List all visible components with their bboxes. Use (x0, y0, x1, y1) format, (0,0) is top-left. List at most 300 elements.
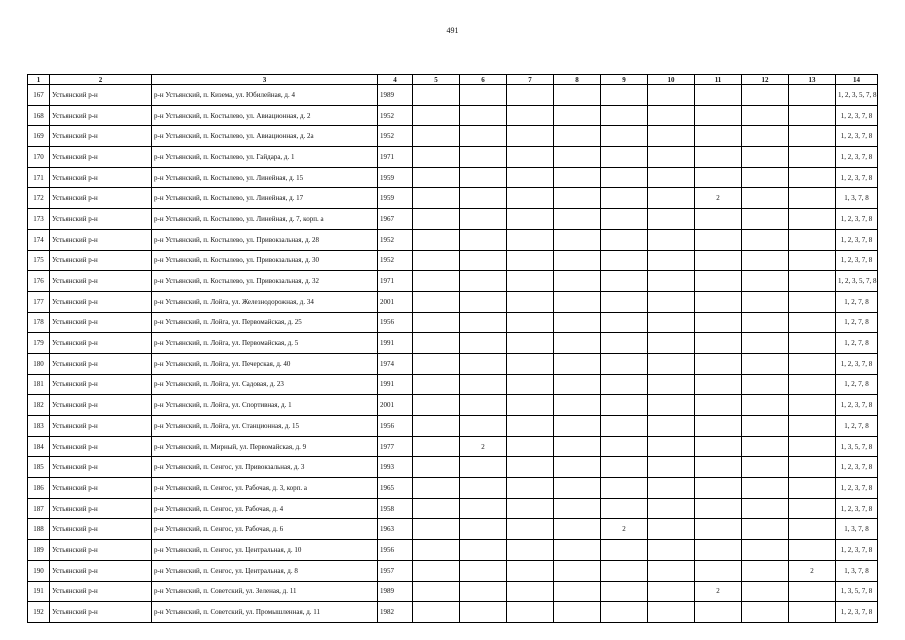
address-cell: р-н Устьянский, п. Мирный, ул. Первомайская, д. 9 (152, 436, 378, 457)
col6-cell (460, 188, 507, 209)
col9-cell (601, 498, 648, 519)
col14-cell: 1, 2, 3, 5, 7, 8 (836, 271, 878, 292)
col12-cell (742, 436, 789, 457)
col12-cell (742, 250, 789, 271)
col10-cell (648, 333, 695, 354)
col14-cell: 1, 2, 3, 7, 8 (836, 105, 878, 126)
col8-cell (554, 416, 601, 437)
table-row (28, 250, 878, 271)
col7-cell (507, 250, 554, 271)
year-cell: 1952 (378, 229, 413, 250)
col14-cell: 1, 2, 3, 7, 8 (836, 602, 878, 623)
col9-cell (601, 602, 648, 623)
col10-cell (648, 229, 695, 250)
col10-cell (648, 602, 695, 623)
col7-cell (507, 498, 554, 519)
table-row (28, 353, 878, 374)
table-row (28, 312, 878, 333)
col11-cell (695, 126, 742, 147)
address-cell: р-н Устьянский, п. Костылево, ул. Привокзальная, д. 28 (152, 229, 378, 250)
col10-cell (648, 436, 695, 457)
col7-cell (507, 105, 554, 126)
col7-cell (507, 271, 554, 292)
address-cell: р-н Устьянский, п. Костылево, ул. Авиационная, д. 2 (152, 105, 378, 126)
col7-cell (507, 395, 554, 416)
col5-cell (413, 250, 460, 271)
col11-cell (695, 312, 742, 333)
district-cell: Устьянский р-н (50, 209, 152, 230)
col13-cell (789, 229, 836, 250)
col6-cell (460, 229, 507, 250)
col5-cell (413, 333, 460, 354)
column-header-14: 14 (836, 75, 878, 85)
col5-cell (413, 167, 460, 188)
col7-cell (507, 519, 554, 540)
address-cell: р-н Устьянский, п. Лойга, ул. Печерская, д. 40 (152, 353, 378, 374)
col10-cell (648, 416, 695, 437)
column-header-3: 3 (152, 75, 378, 85)
address-cell: р-н Устьянский, п. Лойга, ул. Железнодорожная, д. 34 (152, 291, 378, 312)
col13-cell (789, 374, 836, 395)
col12-cell (742, 560, 789, 581)
row-number: 185 (28, 457, 50, 478)
col13-cell (789, 602, 836, 623)
col12-cell (742, 581, 789, 602)
col14-cell: 1, 2, 7, 8 (836, 333, 878, 354)
col10-cell (648, 85, 695, 106)
column-header-5: 5 (413, 75, 460, 85)
year-cell: 1974 (378, 353, 413, 374)
col12-cell (742, 478, 789, 499)
col14-cell: 1, 2, 3, 7, 8 (836, 353, 878, 374)
col13-cell (789, 478, 836, 499)
col6-cell (460, 602, 507, 623)
col11-cell (695, 436, 742, 457)
row-number: 190 (28, 560, 50, 581)
year-cell: 1959 (378, 188, 413, 209)
col13-cell (789, 85, 836, 106)
col7-cell (507, 540, 554, 561)
table-row (28, 105, 878, 126)
col8-cell (554, 105, 601, 126)
col12-cell (742, 209, 789, 230)
year-cell: 1958 (378, 498, 413, 519)
col7-cell (507, 478, 554, 499)
col13-cell (789, 209, 836, 230)
registry-table (27, 74, 878, 623)
col11-cell (695, 395, 742, 416)
col6-cell (460, 312, 507, 333)
col12-cell (742, 519, 789, 540)
col10-cell (648, 560, 695, 581)
col10-cell (648, 167, 695, 188)
col10-cell (648, 312, 695, 333)
col9-cell (601, 188, 648, 209)
col10-cell (648, 498, 695, 519)
col6-cell (460, 457, 507, 478)
col8-cell (554, 126, 601, 147)
district-cell: Устьянский р-н (50, 105, 152, 126)
col14-cell: 1, 2, 3, 7, 8 (836, 395, 878, 416)
address-cell: р-н Устьянский, п. Лойга, ул. Первомайская, д. 5 (152, 333, 378, 354)
col6-cell (460, 416, 507, 437)
col5-cell (413, 85, 460, 106)
col7-cell (507, 85, 554, 106)
col8-cell (554, 333, 601, 354)
col11-cell: 2 (695, 188, 742, 209)
col11-cell (695, 229, 742, 250)
district-cell: Устьянский р-н (50, 250, 152, 271)
col11-cell (695, 147, 742, 168)
col7-cell (507, 147, 554, 168)
table-row (28, 147, 878, 168)
table-row (28, 85, 878, 106)
col7-cell (507, 560, 554, 581)
table-row (28, 188, 878, 209)
year-cell: 1971 (378, 147, 413, 168)
col7-cell (507, 312, 554, 333)
col7-cell (507, 209, 554, 230)
col5-cell (413, 271, 460, 292)
col12-cell (742, 353, 789, 374)
col8-cell (554, 374, 601, 395)
year-cell: 1956 (378, 312, 413, 333)
address-cell: р-н Устьянский, п. Советский, ул. Промышленная, д. 11 (152, 602, 378, 623)
year-cell: 1977 (378, 436, 413, 457)
col13-cell (789, 250, 836, 271)
col9-cell (601, 229, 648, 250)
col8-cell (554, 395, 601, 416)
row-number: 173 (28, 209, 50, 230)
col10-cell (648, 519, 695, 540)
table-row (28, 602, 878, 623)
col8-cell (554, 436, 601, 457)
col11-cell (695, 250, 742, 271)
col8-cell (554, 560, 601, 581)
year-cell: 1952 (378, 250, 413, 271)
col8-cell (554, 519, 601, 540)
district-cell: Устьянский р-н (50, 395, 152, 416)
row-number: 187 (28, 498, 50, 519)
col5-cell (413, 126, 460, 147)
col6-cell (460, 333, 507, 354)
col14-cell: 1, 2, 3, 7, 8 (836, 250, 878, 271)
row-number: 179 (28, 333, 50, 354)
col12-cell (742, 498, 789, 519)
col14-cell: 1, 2, 7, 8 (836, 416, 878, 437)
col6-cell (460, 250, 507, 271)
col9-cell (601, 126, 648, 147)
district-cell: Устьянский р-н (50, 188, 152, 209)
col10-cell (648, 105, 695, 126)
col5-cell (413, 581, 460, 602)
table-row (28, 291, 878, 312)
col6-cell (460, 478, 507, 499)
district-cell: Устьянский р-н (50, 540, 152, 561)
district-cell: Устьянский р-н (50, 271, 152, 292)
table-row (28, 374, 878, 395)
col8-cell (554, 167, 601, 188)
district-cell: Устьянский р-н (50, 312, 152, 333)
col13-cell (789, 395, 836, 416)
column-header-2: 2 (50, 75, 152, 85)
col12-cell (742, 312, 789, 333)
col7-cell (507, 188, 554, 209)
col13-cell (789, 147, 836, 168)
col11-cell (695, 374, 742, 395)
col10-cell (648, 374, 695, 395)
table-row (28, 126, 878, 147)
address-cell: р-н Устьянский, п. Костылево, ул. Привокзальная, д. 30 (152, 250, 378, 271)
address-cell: р-н Устьянский, п. Лойга, ул. Садовая, д. 23 (152, 374, 378, 395)
col8-cell (554, 291, 601, 312)
col12-cell (742, 188, 789, 209)
col6-cell (460, 271, 507, 292)
table-row (28, 478, 878, 499)
col8-cell (554, 188, 601, 209)
page-number: 491 (446, 26, 459, 35)
address-cell: р-н Устьянский, п. Советский, ул. Зеленая, д. 11 (152, 581, 378, 602)
col8-cell (554, 209, 601, 230)
col10-cell (648, 126, 695, 147)
address-cell: р-н Устьянский, п. Костылево, ул. Авиационная, д. 2а (152, 126, 378, 147)
column-header-6: 6 (460, 75, 507, 85)
year-cell: 1957 (378, 560, 413, 581)
col9-cell: 2 (601, 519, 648, 540)
col14-cell: 1, 2, 3, 7, 8 (836, 457, 878, 478)
year-cell: 1956 (378, 416, 413, 437)
col13-cell (789, 105, 836, 126)
col11-cell (695, 457, 742, 478)
col13-cell (789, 416, 836, 437)
address-cell: р-н Устьянский, п. Сенгос, ул. Рабочая, д. 6 (152, 519, 378, 540)
col5-cell (413, 147, 460, 168)
col6-cell (460, 581, 507, 602)
table-row (28, 457, 878, 478)
col12-cell (742, 229, 789, 250)
col7-cell (507, 581, 554, 602)
year-cell: 1952 (378, 126, 413, 147)
col9-cell (601, 540, 648, 561)
col13-cell: 2 (789, 560, 836, 581)
col11-cell (695, 105, 742, 126)
row-number: 170 (28, 147, 50, 168)
row-number: 169 (28, 126, 50, 147)
col14-cell: 1, 3, 5, 7, 8 (836, 436, 878, 457)
table-row (28, 271, 878, 292)
col6-cell (460, 374, 507, 395)
table-row (28, 498, 878, 519)
col14-cell: 1, 3, 7, 8 (836, 188, 878, 209)
col7-cell (507, 602, 554, 623)
col7-cell (507, 353, 554, 374)
column-header-7: 7 (507, 75, 554, 85)
col10-cell (648, 395, 695, 416)
col10-cell (648, 581, 695, 602)
col6-cell (460, 209, 507, 230)
col9-cell (601, 353, 648, 374)
row-number: 168 (28, 105, 50, 126)
col5-cell (413, 105, 460, 126)
col14-cell: 1, 2, 3, 7, 8 (836, 229, 878, 250)
col14-cell: 1, 3, 7, 8 (836, 519, 878, 540)
col9-cell (601, 457, 648, 478)
col14-cell: 1, 2, 3, 7, 8 (836, 147, 878, 168)
column-header-4: 4 (378, 75, 413, 85)
col14-cell: 1, 2, 7, 8 (836, 291, 878, 312)
column-header-8: 8 (554, 75, 601, 85)
col14-cell: 1, 2, 3, 7, 8 (836, 478, 878, 499)
address-cell: р-н Устьянский, п. Костылево, ул. Гайдара, д. 1 (152, 147, 378, 168)
col10-cell (648, 188, 695, 209)
year-cell: 1991 (378, 333, 413, 354)
row-number: 174 (28, 229, 50, 250)
year-cell: 1993 (378, 457, 413, 478)
col8-cell (554, 85, 601, 106)
year-cell: 1965 (378, 478, 413, 499)
col7-cell (507, 457, 554, 478)
col11-cell (695, 209, 742, 230)
col12-cell (742, 395, 789, 416)
row-number: 189 (28, 540, 50, 561)
col14-cell: 1, 2, 3, 7, 8 (836, 540, 878, 561)
column-header-10: 10 (648, 75, 695, 85)
col10-cell (648, 271, 695, 292)
col9-cell (601, 374, 648, 395)
row-number: 167 (28, 85, 50, 106)
col10-cell (648, 147, 695, 168)
col14-cell: 1, 2, 7, 8 (836, 374, 878, 395)
col10-cell (648, 353, 695, 374)
col7-cell (507, 126, 554, 147)
year-cell: 2001 (378, 291, 413, 312)
table-row (28, 560, 878, 581)
col8-cell (554, 540, 601, 561)
col12-cell (742, 105, 789, 126)
col14-cell: 1, 3, 5, 7, 8 (836, 581, 878, 602)
col13-cell (789, 333, 836, 354)
col6-cell (460, 519, 507, 540)
year-cell: 1952 (378, 105, 413, 126)
row-number: 192 (28, 602, 50, 623)
col13-cell (789, 436, 836, 457)
row-number: 178 (28, 312, 50, 333)
col5-cell (413, 374, 460, 395)
col9-cell (601, 416, 648, 437)
district-cell: Устьянский р-н (50, 333, 152, 354)
district-cell: Устьянский р-н (50, 498, 152, 519)
year-cell: 1956 (378, 540, 413, 561)
col10-cell (648, 250, 695, 271)
col7-cell (507, 436, 554, 457)
col8-cell (554, 498, 601, 519)
col5-cell (413, 416, 460, 437)
col8-cell (554, 250, 601, 271)
district-cell: Устьянский р-н (50, 353, 152, 374)
col12-cell (742, 167, 789, 188)
col11-cell (695, 271, 742, 292)
col9-cell (601, 478, 648, 499)
column-header-13: 13 (789, 75, 836, 85)
col6-cell (460, 498, 507, 519)
col8-cell (554, 457, 601, 478)
row-number: 171 (28, 167, 50, 188)
col7-cell (507, 167, 554, 188)
col13-cell (789, 271, 836, 292)
col11-cell (695, 353, 742, 374)
col13-cell (789, 519, 836, 540)
address-cell: р-н Устьянский, п. Костылево, ул. Линейная, д. 7, корп. а (152, 209, 378, 230)
col11-cell (695, 498, 742, 519)
col7-cell (507, 333, 554, 354)
col5-cell (413, 519, 460, 540)
header-row (28, 75, 878, 85)
address-cell: р-н Устьянский, п. Костылево, ул. Привокзальная, д. 32 (152, 271, 378, 292)
col5-cell (413, 395, 460, 416)
col11-cell (695, 416, 742, 437)
col14-cell: 1, 2, 3, 7, 8 (836, 167, 878, 188)
col6-cell (460, 395, 507, 416)
col9-cell (601, 105, 648, 126)
col11-cell (695, 519, 742, 540)
district-cell: Устьянский р-н (50, 85, 152, 106)
col5-cell (413, 540, 460, 561)
row-number: 177 (28, 291, 50, 312)
col5-cell (413, 498, 460, 519)
col7-cell (507, 291, 554, 312)
year-cell: 1989 (378, 85, 413, 106)
col6-cell: 2 (460, 436, 507, 457)
col11-cell (695, 540, 742, 561)
col11-cell (695, 85, 742, 106)
col8-cell (554, 353, 601, 374)
row-number: 181 (28, 374, 50, 395)
district-cell: Устьянский р-н (50, 167, 152, 188)
table-row (28, 167, 878, 188)
col12-cell (742, 374, 789, 395)
district-cell: Устьянский р-н (50, 581, 152, 602)
year-cell: 1967 (378, 209, 413, 230)
district-cell: Устьянский р-н (50, 291, 152, 312)
row-number: 182 (28, 395, 50, 416)
district-cell: Устьянский р-н (50, 478, 152, 499)
col13-cell (789, 498, 836, 519)
district-cell: Устьянский р-н (50, 229, 152, 250)
col8-cell (554, 147, 601, 168)
table-row (28, 436, 878, 457)
col11-cell (695, 560, 742, 581)
table-row (28, 519, 878, 540)
col14-cell: 1, 2, 3, 7, 8 (836, 126, 878, 147)
year-cell: 1959 (378, 167, 413, 188)
year-cell: 2001 (378, 395, 413, 416)
col10-cell (648, 209, 695, 230)
address-cell: р-н Устьянский, п. Костылево, ул. Линейная, д. 15 (152, 167, 378, 188)
col6-cell (460, 353, 507, 374)
row-number: 188 (28, 519, 50, 540)
col13-cell (789, 457, 836, 478)
col5-cell (413, 209, 460, 230)
table-row (28, 540, 878, 561)
col5-cell (413, 229, 460, 250)
col10-cell (648, 478, 695, 499)
district-cell: Устьянский р-н (50, 436, 152, 457)
address-cell: р-н Устьянский, п. Сенгос, ул. Рабочая, д. 4 (152, 498, 378, 519)
col10-cell (648, 291, 695, 312)
col10-cell (648, 457, 695, 478)
col14-cell: 1, 3, 7, 8 (836, 560, 878, 581)
col9-cell (601, 333, 648, 354)
